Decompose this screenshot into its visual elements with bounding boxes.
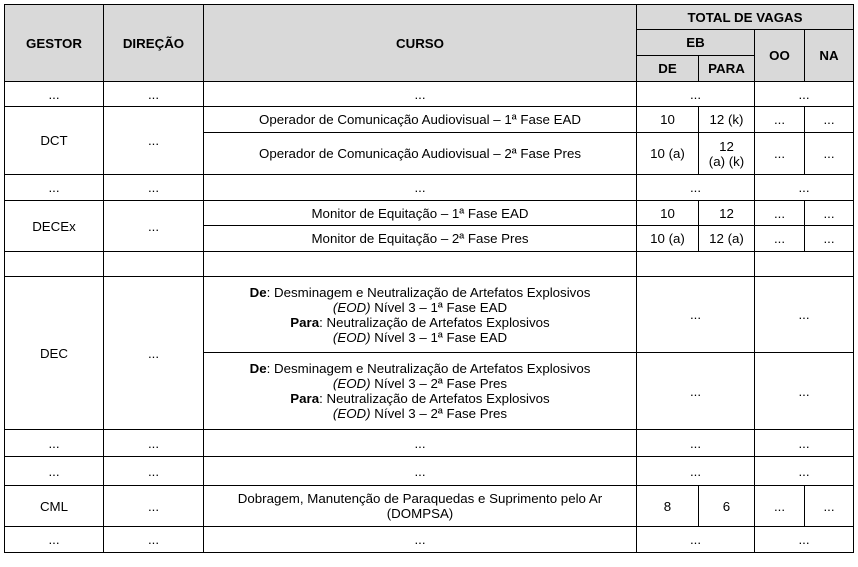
cell-na: ...: [805, 107, 854, 133]
cell-direcao: ...: [104, 486, 204, 527]
header-total-vagas: TOTAL DE VAGAS: [637, 5, 854, 30]
cell-eb: ...: [637, 82, 755, 107]
cell-de: 8: [637, 486, 699, 527]
header-gestor: GESTOR: [5, 5, 104, 82]
cell-direcao: ...: [104, 175, 204, 201]
curso-de-line: De: Desminagem e Neutralização de Artefatos Explosivos: [249, 361, 591, 376]
curso-de-line: De: Desminagem e Neutralização de Artefatos Explosivos: [249, 284, 591, 300]
cell-gestor: ...: [5, 430, 104, 457]
cell-gestor-dec: DEC: [5, 277, 104, 430]
cell-para: 6: [699, 486, 755, 527]
para-line: (a) (k): [708, 153, 745, 169]
cell-para: [699, 133, 755, 175]
cell-oo-na: ...: [755, 82, 854, 107]
cell-curso: [204, 486, 637, 527]
table-row: [5, 107, 854, 133]
curso-de-level: (EOD) Nível 3 – 2ª Fase Pres: [332, 376, 508, 391]
table-row: [5, 457, 854, 486]
cell-na: ...: [805, 226, 854, 252]
cell-oo: ...: [755, 486, 805, 527]
para-line: 12: [719, 138, 734, 154]
cell-direcao: ...: [104, 277, 204, 430]
curso-para-level: (EOD) Nível 3 – 2ª Fase Pres: [332, 406, 508, 421]
cell-direcao: ...: [104, 527, 204, 553]
cell-oo-na: ...: [755, 430, 854, 457]
cell-oo-na: ...: [755, 353, 854, 430]
table-row: [5, 527, 854, 553]
cell-oo-na: ...: [755, 457, 854, 486]
cell-eb: ...: [637, 175, 755, 201]
cell-curso: ...: [204, 430, 637, 457]
cell-oo-na: ...: [755, 527, 854, 553]
table-row: [5, 175, 854, 201]
table-row: [5, 82, 854, 107]
cell-curso: ...: [204, 527, 637, 553]
header-para: PARA: [699, 56, 755, 82]
cell-oo: ...: [755, 226, 805, 252]
curso-para-line: Para: Neutralização de Artefatos Explosivos: [290, 314, 550, 330]
cell-gestor: ...: [5, 175, 104, 201]
cell-curso: Monitor de Equitação – 1ª Fase EAD: [204, 201, 637, 226]
header-de: DE: [637, 56, 699, 82]
cell-eb: ...: [637, 457, 755, 486]
header-oo: OO: [755, 30, 805, 82]
cell-de: 10: [637, 107, 699, 133]
cell-curso: ...: [204, 457, 637, 486]
cell-gestor-cml: CML: [5, 486, 104, 527]
cell-eb: ...: [637, 527, 755, 553]
cell-curso: Monitor de Equitação – 2ª Fase Pres: [204, 226, 637, 252]
cell-oo-na: ...: [755, 175, 854, 201]
cell-para: 12: [699, 201, 755, 226]
cell-gestor-decex: DECEx: [5, 201, 104, 252]
table-row: [5, 430, 854, 457]
cell-direcao: ...: [104, 201, 204, 252]
cell-eb: ...: [637, 430, 755, 457]
cell-curso: Operador de Comunicação Audiovisual – 1ª Fase EAD: [204, 107, 637, 133]
table-row: [5, 486, 854, 527]
header-curso: CURSO: [204, 5, 637, 82]
cell-para: 12 (a): [699, 226, 755, 252]
cell-eb: ...: [637, 277, 755, 353]
cell-direcao: ...: [104, 107, 204, 175]
cell-curso: [204, 277, 637, 353]
cell-direcao: ...: [104, 430, 204, 457]
cell-direcao: ...: [104, 82, 204, 107]
curso-line: (DOMPSA): [386, 506, 454, 521]
cell-para: 12 (k): [699, 107, 755, 133]
cell-gestor: ...: [5, 527, 104, 553]
header-na: NA: [805, 30, 854, 82]
table-row: [5, 201, 854, 226]
curso-para-level: (EOD) Nível 3 – 1ª Fase EAD: [332, 329, 508, 345]
empty-row: [5, 252, 854, 277]
cell-curso: ...: [204, 82, 637, 107]
header-direcao: DIREÇÃO: [104, 5, 204, 82]
cell-eb: ...: [637, 353, 755, 430]
cell-oo-na: ...: [755, 277, 854, 353]
curso-line: Dobragem, Manutenção de Paraquedas e Suprimento pelo Ar: [237, 491, 603, 506]
header-eb: EB: [637, 30, 755, 56]
cell-direcao: ...: [104, 457, 204, 486]
cell-na: ...: [805, 133, 854, 175]
table-row: [5, 277, 854, 353]
cell-na: ...: [805, 201, 854, 226]
cell-oo: ...: [755, 107, 805, 133]
cell-curso: [204, 353, 637, 430]
cell-na: ...: [805, 486, 854, 527]
curso-de-level: (EOD) Nível 3 – 1ª Fase EAD: [332, 299, 508, 315]
cell-curso: ...: [204, 175, 637, 201]
cell-gestor: ...: [5, 457, 104, 486]
vagas-table: [4, 4, 854, 553]
cell-de: 10 (a): [637, 226, 699, 252]
cell-gestor: ...: [5, 82, 104, 107]
cell-de: 10: [637, 201, 699, 226]
cell-de: 10 (a): [637, 133, 699, 175]
cell-curso: Operador de Comunicação Audiovisual – 2ª Fase Pres: [204, 133, 637, 175]
cell-gestor-dct: DCT: [5, 107, 104, 175]
cell-oo: ...: [755, 133, 805, 175]
curso-para-line: Para: Neutralização de Artefatos Explosivos: [290, 391, 550, 406]
cell-oo: ...: [755, 201, 805, 226]
